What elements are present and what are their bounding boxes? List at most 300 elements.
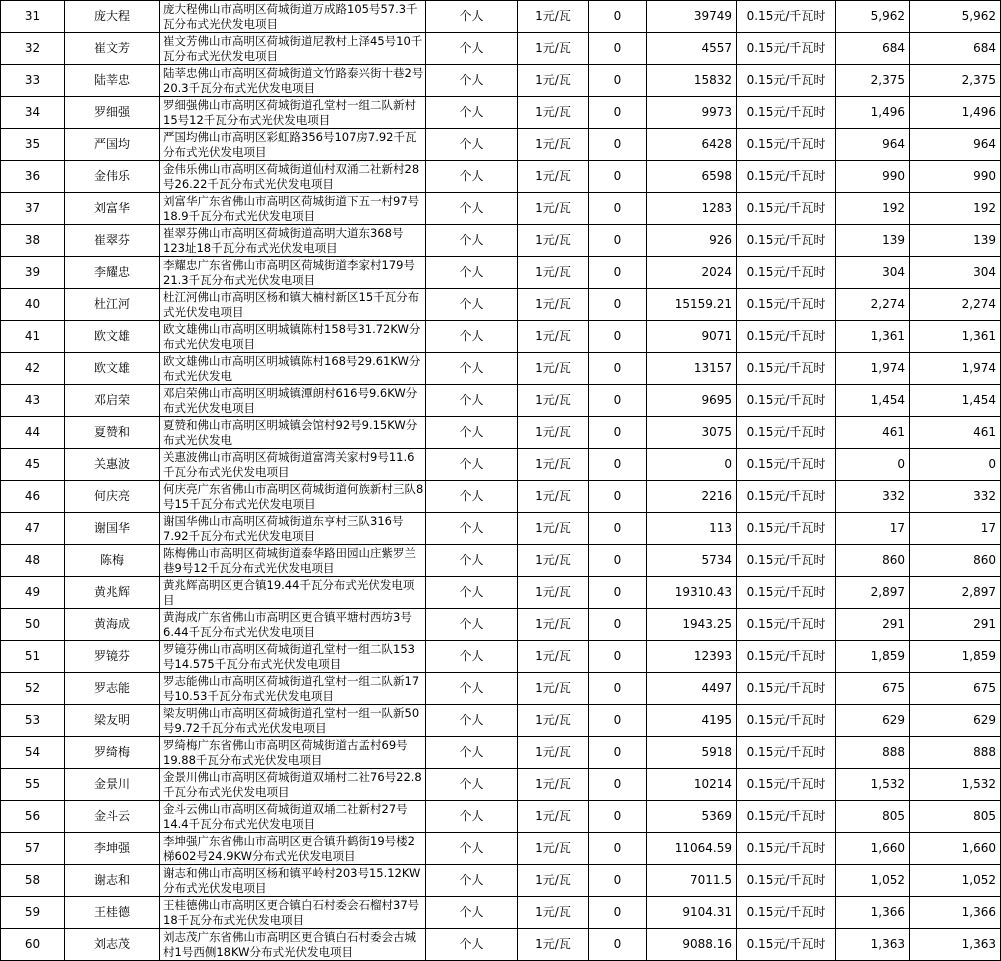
table-row (1, 65, 1001, 97)
subsidy-amount-cell: 1,454 (836, 385, 910, 417)
subsidy-total-cell: 1,859 (910, 641, 1001, 673)
subsidy-rate-cell: 0.15元/千瓦时 (737, 193, 836, 225)
subsidy-total-cell: 0 (910, 449, 1001, 481)
subsidy-rate-cell: 0.15元/千瓦时 (737, 481, 836, 513)
install-subsidy-cell: 1元/瓦 (518, 257, 589, 289)
rate-zero-cell: 0 (589, 833, 647, 865)
row-index-cell: 60 (1, 929, 65, 961)
generation-kwh-cell: 6598 (647, 161, 737, 193)
generation-kwh-cell: 13157 (647, 353, 737, 385)
owner-name-cell: 罗绮梅 (65, 737, 160, 769)
table-row (1, 929, 1001, 961)
generation-kwh-cell: 4195 (647, 705, 737, 737)
owner-name-cell: 王桂德 (65, 897, 160, 929)
owner-type-cell: 个人 (426, 737, 518, 769)
subsidy-total-cell: 805 (910, 801, 1001, 833)
subsidy-total-cell: 1,496 (910, 97, 1001, 129)
owner-type-cell: 个人 (426, 417, 518, 449)
subsidy-total-cell: 291 (910, 609, 1001, 641)
project-address-cell: 罗志能佛山市高明区荷城街道孔堂村一组二队新17号10.53千瓦分布式光伏发电项目 (160, 673, 426, 705)
owner-type-cell: 个人 (426, 33, 518, 65)
table-row (1, 385, 1001, 417)
owner-type-cell: 个人 (426, 385, 518, 417)
install-subsidy-cell: 1元/瓦 (518, 513, 589, 545)
generation-kwh-cell: 9088.16 (647, 929, 737, 961)
subsidy-rate-cell: 0.15元/千瓦时 (737, 257, 836, 289)
subsidy-amount-cell: 0 (836, 449, 910, 481)
project-address-cell: 陈梅佛山市高明区荷城街道泰华路田园山庄紫罗兰巷9号12千瓦分布式光伏发电项目 (160, 545, 426, 577)
subsidy-total-cell: 2,897 (910, 577, 1001, 609)
generation-kwh-cell: 0 (647, 449, 737, 481)
table-row (1, 673, 1001, 705)
project-address-cell: 何庆亮广东省佛山市高明区荷城街道何族新村三队8号15千瓦分布式光伏发电项目 (160, 481, 426, 513)
install-subsidy-cell: 1元/瓦 (518, 1, 589, 33)
rate-zero-cell: 0 (589, 705, 647, 737)
owner-type-cell: 个人 (426, 225, 518, 257)
install-subsidy-cell: 1元/瓦 (518, 865, 589, 897)
project-address-cell: 刘富华广东省佛山市高明区荷城街道下五一村97号18.9千瓦分布式光伏发电项目 (160, 193, 426, 225)
subsidy-total-cell: 1,974 (910, 353, 1001, 385)
subsidy-rate-cell: 0.15元/千瓦时 (737, 321, 836, 353)
subsidy-amount-cell: 805 (836, 801, 910, 833)
subsidy-total-cell: 1,363 (910, 929, 1001, 961)
project-address-cell: 金斗云佛山市高明区荷城街道双埇二社新村27号14.4千瓦分布式光伏发电项目 (160, 801, 426, 833)
subsidy-total-cell: 5,962 (910, 1, 1001, 33)
install-subsidy-cell: 1元/瓦 (518, 769, 589, 801)
project-address-cell: 梁友明佛山市高明区荷城街道孔堂村一组一队新50号9.72千瓦分布式光伏发电项目 (160, 705, 426, 737)
rate-zero-cell: 0 (589, 929, 647, 961)
owner-name-cell: 陆莘忠 (65, 65, 160, 97)
owner-name-cell: 崔翠芬 (65, 225, 160, 257)
project-address-cell: 邓启荣佛山市高明区明城镇潭朗村616号9.6KW分布式光伏发电项目 (160, 385, 426, 417)
owner-name-cell: 欧文雄 (65, 321, 160, 353)
owner-type-cell: 个人 (426, 609, 518, 641)
rate-zero-cell: 0 (589, 737, 647, 769)
subsidy-amount-cell: 1,052 (836, 865, 910, 897)
rate-zero-cell: 0 (589, 481, 647, 513)
project-address-cell: 金景川佛山市高明区荷城街道双埇村二社76号22.8千瓦分布式光伏发电项目 (160, 769, 426, 801)
rate-zero-cell: 0 (589, 449, 647, 481)
subsidy-rate-cell: 0.15元/千瓦时 (737, 225, 836, 257)
table-row (1, 769, 1001, 801)
rate-zero-cell: 0 (589, 385, 647, 417)
table-row (1, 417, 1001, 449)
project-address-cell: 王桂德佛山市高明区更合镇白石村委会石榴村37号18千瓦分布式光伏发电项目 (160, 897, 426, 929)
generation-kwh-cell: 1283 (647, 193, 737, 225)
subsidy-amount-cell: 192 (836, 193, 910, 225)
row-index-cell: 51 (1, 641, 65, 673)
rate-zero-cell: 0 (589, 257, 647, 289)
row-index-cell: 53 (1, 705, 65, 737)
generation-kwh-cell: 15159.21 (647, 289, 737, 321)
row-index-cell: 33 (1, 65, 65, 97)
project-address-cell: 杜江河佛山市高明区杨和镇大楠村新区15千瓦分布式光伏发电项目 (160, 289, 426, 321)
rate-zero-cell: 0 (589, 161, 647, 193)
install-subsidy-cell: 1元/瓦 (518, 321, 589, 353)
table-row (1, 289, 1001, 321)
subsidy-rate-cell: 0.15元/千瓦时 (737, 865, 836, 897)
row-index-cell: 43 (1, 385, 65, 417)
generation-kwh-cell: 5918 (647, 737, 737, 769)
owner-type-cell: 个人 (426, 833, 518, 865)
install-subsidy-cell: 1元/瓦 (518, 97, 589, 129)
subsidy-amount-cell: 139 (836, 225, 910, 257)
rate-zero-cell: 0 (589, 769, 647, 801)
subsidy-amount-cell: 461 (836, 417, 910, 449)
table-row (1, 865, 1001, 897)
install-subsidy-cell: 1元/瓦 (518, 193, 589, 225)
row-index-cell: 49 (1, 577, 65, 609)
table-row (1, 449, 1001, 481)
subsidy-rate-cell: 0.15元/千瓦时 (737, 769, 836, 801)
subsidy-total-cell: 860 (910, 545, 1001, 577)
project-address-cell: 崔文芳佛山市高明区荷城街道尼教村上泽45号10千瓦分布式光伏发电项目 (160, 33, 426, 65)
subsidy-total-cell: 461 (910, 417, 1001, 449)
generation-kwh-cell: 4557 (647, 33, 737, 65)
owner-name-cell: 崔文芳 (65, 33, 160, 65)
rate-zero-cell: 0 (589, 129, 647, 161)
generation-kwh-cell: 2024 (647, 257, 737, 289)
install-subsidy-cell: 1元/瓦 (518, 449, 589, 481)
row-index-cell: 44 (1, 417, 65, 449)
install-subsidy-cell: 1元/瓦 (518, 289, 589, 321)
row-index-cell: 41 (1, 321, 65, 353)
owner-name-cell: 谢国华 (65, 513, 160, 545)
generation-kwh-cell: 19310.43 (647, 577, 737, 609)
generation-kwh-cell: 9973 (647, 97, 737, 129)
generation-kwh-cell: 15832 (647, 65, 737, 97)
owner-name-cell: 金伟乐 (65, 161, 160, 193)
owner-name-cell: 刘富华 (65, 193, 160, 225)
rate-zero-cell: 0 (589, 513, 647, 545)
project-address-cell: 罗绮梅广东省佛山市高明区荷城街道古孟村69号19.88千瓦分布式光伏发电项目 (160, 737, 426, 769)
project-address-cell: 夏赞和佛山市高明区明城镇会馆村92号9.15KW分布式光伏发电 (160, 417, 426, 449)
subsidy-rate-cell: 0.15元/千瓦时 (737, 673, 836, 705)
generation-kwh-cell: 11064.59 (647, 833, 737, 865)
row-index-cell: 47 (1, 513, 65, 545)
subsidy-amount-cell: 1,496 (836, 97, 910, 129)
subsidy-amount-cell: 684 (836, 33, 910, 65)
subsidy-total-cell: 1,361 (910, 321, 1001, 353)
rate-zero-cell: 0 (589, 321, 647, 353)
subsidy-amount-cell: 888 (836, 737, 910, 769)
table-row (1, 609, 1001, 641)
rate-zero-cell: 0 (589, 193, 647, 225)
rate-zero-cell: 0 (589, 865, 647, 897)
project-address-cell: 庞大程佛山市高明区荷城街道万成路105号57.3千瓦分布式光伏发电项目 (160, 1, 426, 33)
row-index-cell: 37 (1, 193, 65, 225)
subsidy-total-cell: 629 (910, 705, 1001, 737)
owner-type-cell: 个人 (426, 161, 518, 193)
subsidy-amount-cell: 629 (836, 705, 910, 737)
project-address-cell: 李坤强广东省佛山市高明区更合镇升鹤街19号楼2梯602号24.9KW分布式光伏发电项目 (160, 833, 426, 865)
subsidy-total-cell: 2,274 (910, 289, 1001, 321)
owner-name-cell: 庞大程 (65, 1, 160, 33)
subsidy-rate-cell: 0.15元/千瓦时 (737, 705, 836, 737)
install-subsidy-cell: 1元/瓦 (518, 897, 589, 929)
table-row (1, 481, 1001, 513)
owner-type-cell: 个人 (426, 929, 518, 961)
table-row (1, 833, 1001, 865)
owner-name-cell: 黄海成 (65, 609, 160, 641)
subsidy-rate-cell: 0.15元/千瓦时 (737, 449, 836, 481)
owner-type-cell: 个人 (426, 673, 518, 705)
owner-type-cell: 个人 (426, 321, 518, 353)
owner-type-cell: 个人 (426, 513, 518, 545)
table-row (1, 897, 1001, 929)
owner-type-cell: 个人 (426, 1, 518, 33)
subsidy-rate-cell: 0.15元/千瓦时 (737, 97, 836, 129)
subsidy-rate-cell: 0.15元/千瓦时 (737, 609, 836, 641)
row-index-cell: 38 (1, 225, 65, 257)
table-row (1, 193, 1001, 225)
table-row (1, 641, 1001, 673)
generation-kwh-cell: 1943.25 (647, 609, 737, 641)
owner-name-cell: 谢志和 (65, 865, 160, 897)
subsidy-rate-cell: 0.15元/千瓦时 (737, 289, 836, 321)
subsidy-amount-cell: 304 (836, 257, 910, 289)
rate-zero-cell: 0 (589, 33, 647, 65)
owner-name-cell: 何庆亮 (65, 481, 160, 513)
owner-type-cell: 个人 (426, 897, 518, 929)
rate-zero-cell: 0 (589, 97, 647, 129)
install-subsidy-cell: 1元/瓦 (518, 609, 589, 641)
project-address-cell: 崔翠芬佛山市高明区荷城街道高明大道东368号123址18千瓦分布式光伏发电项目 (160, 225, 426, 257)
owner-name-cell: 黄兆辉 (65, 577, 160, 609)
subsidy-total-cell: 888 (910, 737, 1001, 769)
project-address-cell: 黄兆辉高明区更合镇19.44千瓦分布式光伏发电项目 (160, 577, 426, 609)
generation-kwh-cell: 39749 (647, 1, 737, 33)
rate-zero-cell: 0 (589, 417, 647, 449)
subsidy-amount-cell: 332 (836, 481, 910, 513)
row-index-cell: 57 (1, 833, 65, 865)
table-row (1, 513, 1001, 545)
subsidy-amount-cell: 17 (836, 513, 910, 545)
owner-type-cell: 个人 (426, 801, 518, 833)
owner-name-cell: 罗镜芬 (65, 641, 160, 673)
subsidy-amount-cell: 964 (836, 129, 910, 161)
owner-name-cell: 关惠波 (65, 449, 160, 481)
generation-kwh-cell: 7011.5 (647, 865, 737, 897)
subsidy-rate-cell: 0.15元/千瓦时 (737, 353, 836, 385)
table-row (1, 321, 1001, 353)
project-address-cell: 罗镜芬佛山市高明区荷城街道孔堂村一组二队153号14.575千瓦分布式光伏发电项目 (160, 641, 426, 673)
generation-kwh-cell: 3075 (647, 417, 737, 449)
rate-zero-cell: 0 (589, 673, 647, 705)
row-index-cell: 55 (1, 769, 65, 801)
subsidy-amount-cell: 1,532 (836, 769, 910, 801)
table-row (1, 705, 1001, 737)
project-address-cell: 李耀忠广东省佛山市高明区荷城街道李家村179号21.3千瓦分布式光伏发电项目 (160, 257, 426, 289)
rate-zero-cell: 0 (589, 545, 647, 577)
subsidy-rate-cell: 0.15元/千瓦时 (737, 833, 836, 865)
rate-zero-cell: 0 (589, 897, 647, 929)
rate-zero-cell: 0 (589, 577, 647, 609)
subsidy-rate-cell: 0.15元/千瓦时 (737, 129, 836, 161)
subsidy-rate-cell: 0.15元/千瓦时 (737, 641, 836, 673)
table-row (1, 129, 1001, 161)
subsidy-rate-cell: 0.15元/千瓦时 (737, 737, 836, 769)
owner-name-cell: 夏赞和 (65, 417, 160, 449)
table-row (1, 161, 1001, 193)
subsidy-amount-cell: 675 (836, 673, 910, 705)
subsidy-total-cell: 332 (910, 481, 1001, 513)
install-subsidy-cell: 1元/瓦 (518, 417, 589, 449)
owner-type-cell: 个人 (426, 769, 518, 801)
install-subsidy-cell: 1元/瓦 (518, 129, 589, 161)
owner-type-cell: 个人 (426, 481, 518, 513)
row-index-cell: 46 (1, 481, 65, 513)
install-subsidy-cell: 1元/瓦 (518, 225, 589, 257)
rate-zero-cell: 0 (589, 225, 647, 257)
subsidy-total-cell: 675 (910, 673, 1001, 705)
project-address-cell: 谢国华佛山市高明区荷城街道东亨村三队316号7.92千瓦分布式光伏发电项目 (160, 513, 426, 545)
generation-kwh-cell: 9104.31 (647, 897, 737, 929)
install-subsidy-cell: 1元/瓦 (518, 801, 589, 833)
generation-kwh-cell: 926 (647, 225, 737, 257)
install-subsidy-cell: 1元/瓦 (518, 641, 589, 673)
project-address-cell: 刘志茂广东省佛山市高明区更合镇白石村委会古城村1号西侧18KW分布式光伏发电项目 (160, 929, 426, 961)
install-subsidy-cell: 1元/瓦 (518, 577, 589, 609)
subsidy-amount-cell: 2,897 (836, 577, 910, 609)
owner-name-cell: 金斗云 (65, 801, 160, 833)
subsidy-total-cell: 17 (910, 513, 1001, 545)
subsidy-amount-cell: 860 (836, 545, 910, 577)
install-subsidy-cell: 1元/瓦 (518, 545, 589, 577)
subsidy-amount-cell: 990 (836, 161, 910, 193)
row-index-cell: 54 (1, 737, 65, 769)
owner-name-cell: 李坤强 (65, 833, 160, 865)
row-index-cell: 34 (1, 97, 65, 129)
subsidy-amount-cell: 1,660 (836, 833, 910, 865)
subsidy-total-cell: 192 (910, 193, 1001, 225)
table-row (1, 1, 1001, 33)
generation-kwh-cell: 9071 (647, 321, 737, 353)
project-address-cell: 谢志和佛山市高明区杨和镇平岭村203号15.12KW分布式光伏发电项目 (160, 865, 426, 897)
subsidy-total-cell: 1,052 (910, 865, 1001, 897)
install-subsidy-cell: 1元/瓦 (518, 481, 589, 513)
install-subsidy-cell: 1元/瓦 (518, 353, 589, 385)
rate-zero-cell: 0 (589, 65, 647, 97)
rate-zero-cell: 0 (589, 1, 647, 33)
project-address-cell: 陆莘忠佛山市高明区荷城街道文竹路泰兴街十巷2号20.3千瓦分布式光伏发电项目 (160, 65, 426, 97)
owner-type-cell: 个人 (426, 257, 518, 289)
subsidy-amount-cell: 5,962 (836, 1, 910, 33)
owner-type-cell: 个人 (426, 129, 518, 161)
owner-name-cell: 罗细强 (65, 97, 160, 129)
row-index-cell: 48 (1, 545, 65, 577)
subsidy-rate-cell: 0.15元/千瓦时 (737, 417, 836, 449)
project-address-cell: 关惠波佛山市高明区荷城街道富湾关家村9号11.6千瓦分布式光伏发电项目 (160, 449, 426, 481)
row-index-cell: 35 (1, 129, 65, 161)
owner-type-cell: 个人 (426, 545, 518, 577)
install-subsidy-cell: 1元/瓦 (518, 33, 589, 65)
owner-name-cell: 罗志能 (65, 673, 160, 705)
owner-type-cell: 个人 (426, 97, 518, 129)
install-subsidy-cell: 1元/瓦 (518, 673, 589, 705)
owner-type-cell: 个人 (426, 193, 518, 225)
generation-kwh-cell: 6428 (647, 129, 737, 161)
table-row (1, 545, 1001, 577)
subsidy-rate-cell: 0.15元/千瓦时 (737, 1, 836, 33)
subsidy-rate-cell: 0.15元/千瓦时 (737, 385, 836, 417)
subsidy-amount-cell: 1,859 (836, 641, 910, 673)
row-index-cell: 56 (1, 801, 65, 833)
owner-type-cell: 个人 (426, 641, 518, 673)
subsidy-amount-cell: 1,361 (836, 321, 910, 353)
row-index-cell: 32 (1, 33, 65, 65)
subsidy-total-cell: 684 (910, 33, 1001, 65)
rate-zero-cell: 0 (589, 609, 647, 641)
row-index-cell: 45 (1, 449, 65, 481)
subsidy-amount-cell: 2,274 (836, 289, 910, 321)
row-index-cell: 36 (1, 161, 65, 193)
subsidy-total-cell: 139 (910, 225, 1001, 257)
row-index-cell: 58 (1, 865, 65, 897)
subsidy-total-cell: 964 (910, 129, 1001, 161)
owner-type-cell: 个人 (426, 449, 518, 481)
row-index-cell: 31 (1, 1, 65, 33)
table-row (1, 577, 1001, 609)
generation-kwh-cell: 12393 (647, 641, 737, 673)
subsidy-rate-cell: 0.15元/千瓦时 (737, 33, 836, 65)
table-row (1, 353, 1001, 385)
generation-kwh-cell: 113 (647, 513, 737, 545)
row-index-cell: 52 (1, 673, 65, 705)
owner-type-cell: 个人 (426, 865, 518, 897)
generation-kwh-cell: 5734 (647, 545, 737, 577)
owner-type-cell: 个人 (426, 65, 518, 97)
install-subsidy-cell: 1元/瓦 (518, 929, 589, 961)
install-subsidy-cell: 1元/瓦 (518, 833, 589, 865)
subsidy-amount-cell: 2,375 (836, 65, 910, 97)
project-address-cell: 罗细强佛山市高明区荷城街道孔堂村一组二队新村15号12千瓦分布式光伏发电项目 (160, 97, 426, 129)
project-address-cell: 欧文雄佛山市高明区明城镇陈村168号29.61KW分布式光伏发电 (160, 353, 426, 385)
subsidy-total-cell: 304 (910, 257, 1001, 289)
install-subsidy-cell: 1元/瓦 (518, 161, 589, 193)
rate-zero-cell: 0 (589, 801, 647, 833)
subsidy-rate-cell: 0.15元/千瓦时 (737, 801, 836, 833)
generation-kwh-cell: 2216 (647, 481, 737, 513)
owner-name-cell: 欧文雄 (65, 353, 160, 385)
subsidy-total-cell: 990 (910, 161, 1001, 193)
subsidy-amount-cell: 1,366 (836, 897, 910, 929)
subsidy-rate-cell: 0.15元/千瓦时 (737, 545, 836, 577)
subsidy-rate-cell: 0.15元/千瓦时 (737, 577, 836, 609)
subsidy-total-cell: 1,532 (910, 769, 1001, 801)
table-row (1, 801, 1001, 833)
subsidy-amount-cell: 1,363 (836, 929, 910, 961)
install-subsidy-cell: 1元/瓦 (518, 705, 589, 737)
table-row (1, 737, 1001, 769)
install-subsidy-cell: 1元/瓦 (518, 65, 589, 97)
project-address-cell: 欧文雄佛山市高明区明城镇陈村158号31.72KW分布式光伏发电项目 (160, 321, 426, 353)
subsidy-amount-cell: 291 (836, 609, 910, 641)
subsidy-amount-cell: 1,974 (836, 353, 910, 385)
rate-zero-cell: 0 (589, 641, 647, 673)
subsidy-rate-cell: 0.15元/千瓦时 (737, 161, 836, 193)
rate-zero-cell: 0 (589, 353, 647, 385)
table-row (1, 97, 1001, 129)
rate-zero-cell: 0 (589, 289, 647, 321)
table-row (1, 33, 1001, 65)
row-index-cell: 50 (1, 609, 65, 641)
owner-type-cell: 个人 (426, 705, 518, 737)
owner-name-cell: 金景川 (65, 769, 160, 801)
generation-kwh-cell: 10214 (647, 769, 737, 801)
owner-name-cell: 李耀忠 (65, 257, 160, 289)
install-subsidy-cell: 1元/瓦 (518, 385, 589, 417)
